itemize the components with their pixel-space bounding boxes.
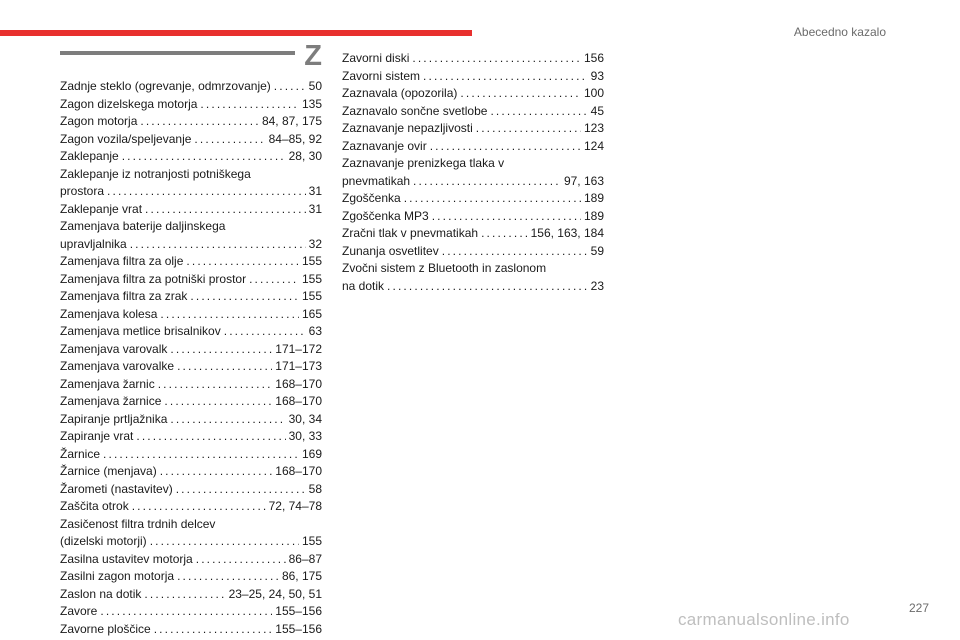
index-entry (60, 463, 322, 481)
index-entry-pages: 168–170 (275, 376, 322, 391)
dot-leader (130, 236, 306, 254)
index-entry (60, 253, 322, 271)
index-entry-pages: 31 (308, 184, 322, 198)
index-entry (342, 68, 604, 86)
index-entry (60, 358, 322, 376)
index-entry-pages: 45 (590, 103, 604, 118)
index-entry-text: (dizelski motorji) (60, 534, 147, 548)
index-entry (60, 498, 322, 516)
section-letter: Z (304, 40, 322, 72)
dot-leader (274, 78, 306, 96)
index-entry-text: Zapiranje vrat (60, 429, 134, 443)
index-entry (342, 120, 604, 138)
dot-leader (387, 278, 588, 296)
index-entry-text: Zaslon na dotik (60, 586, 142, 601)
dot-leader (196, 551, 286, 569)
index-entry (60, 288, 322, 306)
index-entry-pages: 31 (308, 201, 322, 216)
dot-leader (194, 131, 265, 149)
dot-leader (164, 393, 272, 411)
page-number: 227 (908, 601, 929, 615)
index-entry (60, 166, 322, 201)
index-entry (342, 243, 604, 261)
index-entry-pages: 50 (308, 79, 322, 93)
dot-leader (170, 411, 285, 429)
index-entry-pages: 171–172 (275, 341, 322, 356)
index-column-right (342, 50, 604, 295)
index-entry-pages: 72, 74–78 (268, 499, 322, 513)
index-entry-pages: 30, 33 (288, 429, 322, 443)
index-entry-text: Zaščita otrok (60, 499, 129, 513)
index-entry (60, 481, 322, 499)
index-entry-text: Zavorni sistem (342, 68, 421, 83)
index-entry-text: Žarometi (nastavitev) (60, 481, 173, 496)
section-rule (60, 51, 295, 55)
index-entry (60, 78, 322, 96)
dot-leader (432, 208, 581, 226)
index-entry (60, 376, 322, 394)
index-entry-pages: 155 (301, 534, 322, 548)
index-entry-text: Zamenjava baterije daljinskega (60, 219, 226, 233)
index-entry (342, 103, 604, 121)
index-entry (60, 446, 322, 464)
index-entry-pages: 58 (308, 481, 322, 496)
index-entry-text: Zadnje steklo (ogrevanje, odmrzovanje) (60, 79, 271, 93)
index-entry-pages: 156 (583, 51, 604, 65)
index-entry-pages: 168–170 (275, 394, 322, 408)
index-entry-text: Zavorni diski (342, 51, 410, 65)
dot-leader (140, 113, 259, 131)
index-entry-pages: 168–170 (275, 464, 322, 478)
index-entry (342, 50, 604, 68)
dot-leader (176, 481, 306, 499)
dot-leader (249, 271, 299, 289)
dot-leader (177, 358, 272, 376)
index-entry (60, 201, 322, 219)
dot-leader (154, 621, 273, 639)
index-entry-pages: 32 (308, 236, 322, 251)
index-entry-text: Zavorne ploščice (60, 621, 151, 636)
index-entry-pages: 28, 30 (288, 149, 322, 163)
index-entry-pages: 123 (583, 121, 604, 135)
index-entry (60, 131, 322, 149)
dot-leader (490, 103, 587, 121)
dot-leader (107, 183, 306, 201)
dot-leader (423, 68, 588, 86)
index-entry (60, 148, 322, 166)
dot-leader (144, 586, 225, 604)
dot-leader (413, 173, 561, 191)
index-entry-pages: 124 (583, 138, 604, 153)
index-entry-text: Zaklepanje (60, 149, 119, 163)
index-entry-text: Zunanja osvetlitev (342, 243, 439, 258)
index-entry (60, 621, 322, 639)
index-entry-text: Zamenjava žarnice (60, 394, 162, 408)
index-entry-text: Zaznavanje ovir (342, 138, 427, 153)
index-column-left (60, 78, 322, 638)
index-entry-text: Žarnice (menjava) (60, 464, 157, 478)
index-entry (342, 190, 604, 208)
index-entry (342, 85, 604, 103)
index-entry-text: Zamenjava varovalk (60, 341, 168, 356)
index-entry-pages: 135 (301, 96, 322, 111)
index-entry-pages: 30, 34 (288, 411, 322, 426)
index-entry (60, 218, 322, 253)
index-entry (60, 393, 322, 411)
index-entry (60, 568, 322, 586)
index-entry (60, 428, 322, 446)
dot-leader (404, 190, 581, 208)
index-entry-pages: 59 (590, 243, 604, 258)
dot-leader (158, 376, 273, 394)
index-entry-pages: 155 (301, 254, 322, 268)
dot-leader (481, 225, 528, 243)
accent-bar (0, 30, 472, 36)
index-entry-pages: 155–156 (275, 604, 322, 618)
dot-leader (160, 463, 273, 481)
dot-leader (460, 85, 581, 103)
index-entry (60, 516, 322, 551)
index-entry (60, 96, 322, 114)
index-entry-pages: 23–25, 24, 50, 51 (228, 586, 322, 601)
index-entry-pages: 171–173 (275, 359, 322, 373)
index-entry (60, 341, 322, 359)
index-entry-pages: 165 (301, 306, 322, 321)
index-entry-text: Zamenjava filtra za zrak (60, 289, 188, 303)
index-entry-text: Zgoščenka (342, 191, 401, 205)
index-entry-pages: 155 (301, 289, 322, 303)
index-entry-text: Zaznavala (opozorila) (342, 86, 458, 100)
dot-leader (136, 428, 285, 446)
index-entry-pages: 169 (301, 446, 322, 461)
index-entry (60, 586, 322, 604)
index-entry-text: upravljalnika (60, 236, 127, 251)
dot-leader (177, 568, 279, 586)
index-entry-text: Zamenjava žarnic (60, 376, 155, 391)
index-entry-pages: 155 (301, 271, 322, 286)
index-entry (342, 155, 604, 190)
dot-leader (103, 446, 299, 464)
index-entry-text: Zamenjava metlice brisalnikov (60, 324, 221, 338)
dot-leader (476, 120, 581, 138)
index-entry-pages: 93 (590, 68, 604, 83)
dot-leader (122, 148, 286, 166)
index-entry (60, 113, 322, 131)
index-entry-text: Zapiranje prtljažnika (60, 411, 168, 426)
dot-leader (100, 603, 272, 621)
index-entry-text: prostora (60, 184, 105, 198)
index-entry (342, 225, 604, 243)
dot-leader (430, 138, 581, 156)
dot-leader (412, 50, 581, 68)
index-entry-text: Zaznavanje nepazljivosti (342, 121, 473, 135)
index-entry-text: Zasilna ustavitev motorja (60, 551, 193, 566)
index-entry-pages: 155–156 (275, 621, 322, 636)
dot-leader (132, 498, 266, 516)
index-entry (60, 306, 322, 324)
index-entry-text: Zaklepanje iz notranjosti potniškega (60, 166, 251, 181)
index-entry (60, 411, 322, 429)
index-entry-pages: 156, 163, 184 (530, 226, 604, 240)
index-entry-pages: 63 (308, 324, 322, 338)
index-entry (342, 208, 604, 226)
index-entry-pages: 189 (583, 191, 604, 205)
index-entry-text: Zvočni sistem z Bluetooth in zaslonom (342, 261, 547, 275)
index-entry-pages: 86, 175 (281, 569, 322, 583)
index-entry-text: Zasičenost filtra trdnih delcev (60, 516, 216, 531)
index-entry-text: Zaklepanje vrat (60, 201, 143, 216)
index-entry (342, 260, 604, 295)
index-entry-text: Zgoščenka MP3 (342, 208, 429, 223)
index-entry-text: Žarnice (60, 446, 101, 461)
index-entry-pages: 84–85, 92 (268, 131, 322, 146)
index-entry-pages: 100 (583, 86, 604, 100)
dot-leader (160, 306, 299, 324)
index-entry (60, 551, 322, 569)
index-entry-text: Zamenjava filtra za potniški prostor (60, 271, 247, 286)
index-entry-pages: 84, 87, 175 (261, 114, 322, 128)
dot-leader (170, 341, 272, 359)
index-entry-pages: 23 (590, 278, 604, 293)
index-entry-text: Zagon motorja (60, 114, 138, 128)
index-entry-text: Zamenjava kolesa (60, 306, 158, 321)
dot-leader (150, 533, 299, 551)
index-entry-text: Zagon dizelskega motorja (60, 96, 198, 111)
index-entry-text: Zamenjava varovalke (60, 359, 175, 373)
index-entry-text: pnevmatikah (342, 173, 411, 188)
index-entry (342, 138, 604, 156)
dot-leader (190, 288, 299, 306)
index-entry (60, 271, 322, 289)
dot-leader (200, 96, 299, 114)
index-entry-pages: 97, 163 (563, 173, 604, 188)
dot-leader (224, 323, 306, 341)
index-entry-text: Zaznavalo sončne svetlobe (342, 103, 488, 118)
index-entry-pages: 189 (583, 208, 604, 223)
index-entry-text: Zavore (60, 604, 98, 618)
index-entry-text: Zasilni zagon motorja (60, 569, 175, 583)
watermark: carmanualsonline.info (678, 610, 850, 629)
index-entry (60, 323, 322, 341)
index-entry-text: Zagon vozila/speljevanje (60, 131, 192, 146)
index-entry (60, 603, 322, 621)
index-entry-text: Zamenjava filtra za olje (60, 254, 184, 268)
index-entry-pages: 86–87 (288, 551, 322, 566)
dot-leader (442, 243, 588, 261)
dot-leader (145, 201, 306, 219)
index-entry-text: Zaznavanje prenizkega tlaka v (342, 156, 505, 170)
dot-leader (186, 253, 299, 271)
index-entry-text: na dotik (342, 278, 385, 293)
page-header-title: Abecedno kazalo (793, 25, 886, 39)
index-entry-text: Zračni tlak v pnevmatikah (342, 226, 479, 240)
